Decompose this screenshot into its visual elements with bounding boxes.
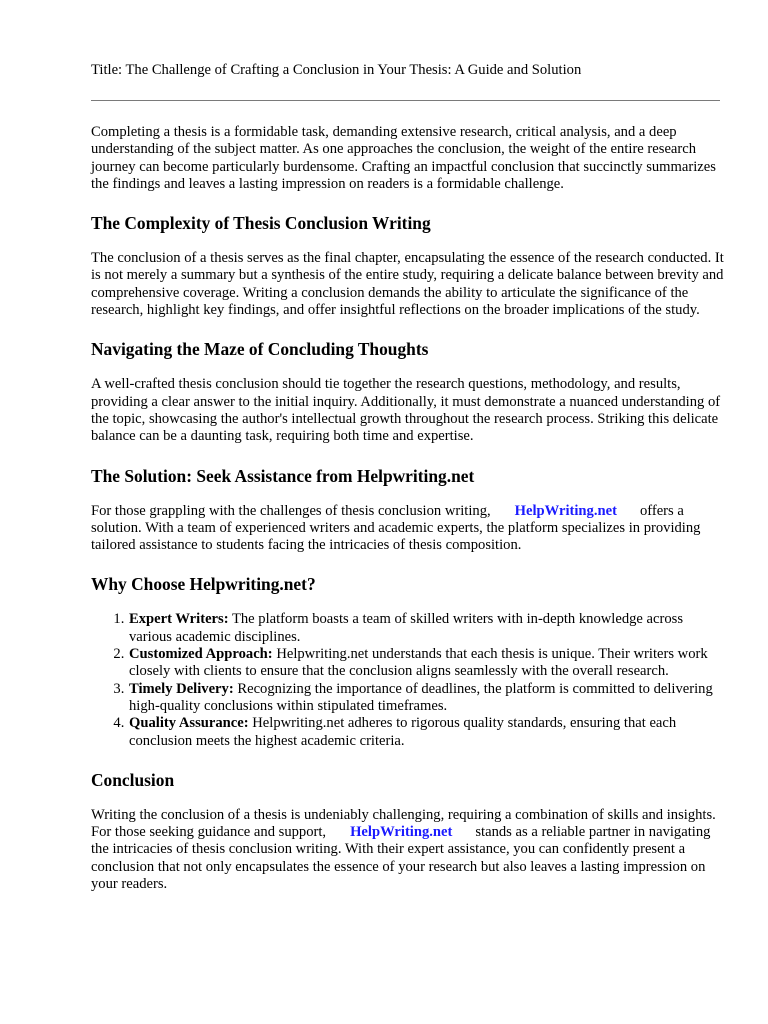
- list-item-customized-approach: [128, 646, 729, 681]
- section-body-solution: [91, 503, 729, 555]
- conclusion-text-before: Writing the conclusion of a thesis is undeniably challenging, requiring a combination of skills and insights. For those seeking guidance and support,: [91, 806, 716, 841]
- list-item-term: Quality Assurance:: [129, 715, 249, 732]
- list-item-text: Helpwriting.net understands that each thesis is unique. Their writers work closely with clients to ensure that the conclusion aligns seamlessly with the overall research.: [129, 646, 708, 680]
- title-divider: [91, 100, 720, 101]
- section-heading-why-choose: Why Choose Helpwriting.net?: [91, 574, 316, 595]
- solution-text-before: For those grappling with the challenges of thesis conclusion writing,: [91, 502, 491, 519]
- helpwriting-link[interactable]: HelpWriting.net: [514, 502, 617, 519]
- section-body-complexity: The conclusion of a thesis serves as the final chapter, encapsulating the essence of the research conducted. It is not merely a summary but a synthesis of the entire study, requiring a delicate balance between brevity and comprehensive coverage. Writing a conclusion demands the ability to articulate the significance of the research, highlight key findings, and offer insightful reflections on the broader implications of the study.: [91, 250, 724, 319]
- helpwriting-link[interactable]: HelpWriting.net: [350, 824, 453, 841]
- document-title: Title: The Challenge of Crafting a Conclusion in Your Thesis: A Guide and Solution: [91, 62, 582, 78]
- list-item-expert-writers: [128, 611, 729, 646]
- document-body: [91, 124, 729, 893]
- list-item-term: Expert Writers:: [129, 611, 229, 628]
- solution-text-after: offers a solution. With a team of experienced writers and academic experts, the platform specializes in providing tailored assistance to students facing the intricacies of thesis composition.: [91, 502, 701, 554]
- list-item-text: The platform boasts a team of skilled writers with in-depth knowledge across various academic disciplines.: [129, 611, 684, 645]
- list-item-quality-assurance: [128, 715, 729, 750]
- section-body-conclusion: [91, 807, 729, 893]
- list-item-term: Timely Delivery:: [129, 680, 234, 697]
- section-heading-complexity: The Complexity of Thesis Conclusion Writing: [91, 213, 431, 234]
- section-body-navigating: A well-crafted thesis conclusion should tie together the research questions, methodology, and results, providing a clear answer to the initial inquiry. Additionally, it must demonstrate a nuanced understanding of the topic, showcasing the author's intellectual growth throughout the research process. Striking this delicate balance can be a daunting task, requiring both time and expertise.: [91, 376, 721, 445]
- list-item-text: Helpwriting.net adheres to rigorous quality standards, ensuring that each conclusion meets the highest academic criteria.: [129, 715, 677, 749]
- conclusion-text-after: stands as a reliable partner in navigating the intricacies of thesis conclusion writing. With their expert assistance, you can confidently present a conclusion that not only encapsulates the essence of your research but also leaves a lasting impression on your readers.: [91, 824, 711, 893]
- list-item-timely-delivery: [128, 681, 729, 716]
- list-item-term: Customized Approach:: [129, 646, 273, 663]
- intro-paragraph: Completing a thesis is a formidable task, demanding extensive research, critical analysis, and a deep understanding of the subject matter. As one approaches the conclusion, the weight of the entire research journey can become particularly burdensome. Crafting an impactful conclusion that succinctly summarizes the findings and leaves a lasting impression on readers is a formidable challenge.: [91, 124, 716, 192]
- section-heading-conclusion: Conclusion: [91, 769, 175, 790]
- section-heading-navigating: Navigating the Maze of Concluding Thoughts: [91, 339, 429, 360]
- benefits-list: [91, 611, 729, 749]
- section-heading-solution: The Solution: Seek Assistance from Helpwriting.net: [91, 465, 475, 486]
- list-item-text: Recognizing the importance of deadlines, the platform is committed to delivering high-quality conclusions within stipulated timeframes.: [129, 680, 713, 714]
